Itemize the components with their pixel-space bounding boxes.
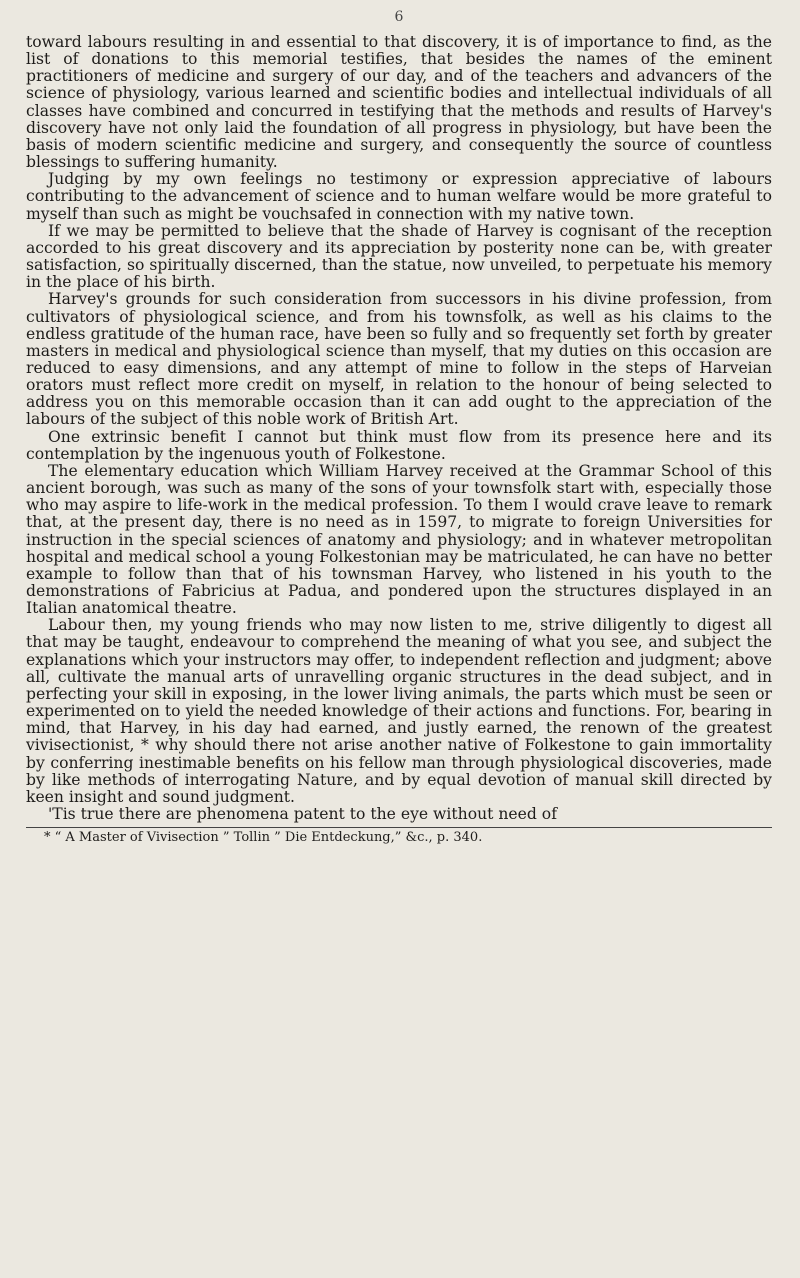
footnote-divider [26, 827, 772, 828]
body-text [26, 34, 772, 823]
paragraph: Harvey's grounds for such consideration from successors in his divine profession, from cultivators of physiological science, and from his townsfolk, as well as his claims to the endless gratitude of the human race, have been so fully and so frequently set forth by greater masters in medical and physiological science than myself, that my duties on this occasion are reduced to easy dimensions, and any attempt of mine to follow in the steps of Harveian orators must reflect more credit on myself, in relation to the honour of being selected to address you on this memorable occasion than it can add ought to the appreciation of the labours of the subject of this noble work of British Art. [26, 290, 772, 429]
paragraph: If we may be permitted to believe that the shade of Harvey is cognisant of the reception accorded to his great discovery and its appreciation by posterity none can be, with greater satisfaction, so spiritually discerned, than the statue, now unveiled, to perpetuate his memory in the place of his birth. [26, 221, 772, 292]
paragraph: Labour then, my young friends who may now listen to me, strive diligently to digest all that may be taught, endeavour to comprehend the meaning of what you see, and subject the explanations which your instructors may offer, to independent reflection and judgment; above all, cultivate the manual arts of unravelling organic structures in the dead subject, and in perfecting your skill in exposing, in the lower living animals, the parts which must be seen or experimented on to yield the needed knowledge of their actions and functions. For, bearing in mind, that Harvey, in his day had earned, and justly earned, the renown of the greatest vivisectionist, * why should there not arise another native of Folkestone to gain immortality by conferring inestimable benefits on his fellow man through physiological discoveries, made by like methods of interrogating Nature, and by equal devotion of manual skill directed by keen insight and sound judgment. [26, 616, 772, 806]
page-number: 6 [394, 9, 404, 25]
paragraph: 'Tis true there are phenomena patent to the eye without need of [48, 805, 557, 824]
paragraph: Judging by my own feelings no testimony or expression appreciative of labours contributing to the advancement of science and to human welfare would be more grateful to myself than such as might be vouchsafed in connection with my native town. [26, 170, 772, 223]
footnote: * “ A Master of Vivisection ” Tollin ” Die Entdeckung,” &c., p. 340. [44, 830, 483, 846]
paragraph: The elementary education which William Harvey received at the Grammar School of this ancient borough, was such as many of the sons of your townsfolk start with, especially those who may aspire to life-work in the medical profession. To them I would crave leave to remark that, at the present day, there is no need as in 1597, to migrate to foreign Universities for instruction in the special sciences of anatomy and physiology; and in whatever metropolitan hospital and medical school a young Folkestonian may be matriculated, he can have no better example to follow than that of his townsman Harvey, who listened in his youth to the demonstrations of Fabricius at Padua, and pondered upon the structures displayed in an Italian anatomical theatre. [26, 461, 772, 618]
paragraph: One extrinsic benefit I cannot but think must flow from its presence here and its contemplation by the ingenuous youth of Folkestone. [26, 427, 772, 463]
paragraph: toward labours resulting in and essential to that discovery, it is of importance to find, as the list of donations to this memorial testifies, that besides the names of the eminent practitioners of medicine and surgery of our day, and of the teachers and advancers of the science of physiology, various learned and scientific bodies and intellectual individuals of all classes have combined and concurred in testifying that the methods and results of Harvey's discovery have not only laid the foundation of all progress in physiology, but have been the basis of modern scientific medicine and surgery, and consequently the source of countless blessings to suffering humanity. [26, 33, 772, 172]
